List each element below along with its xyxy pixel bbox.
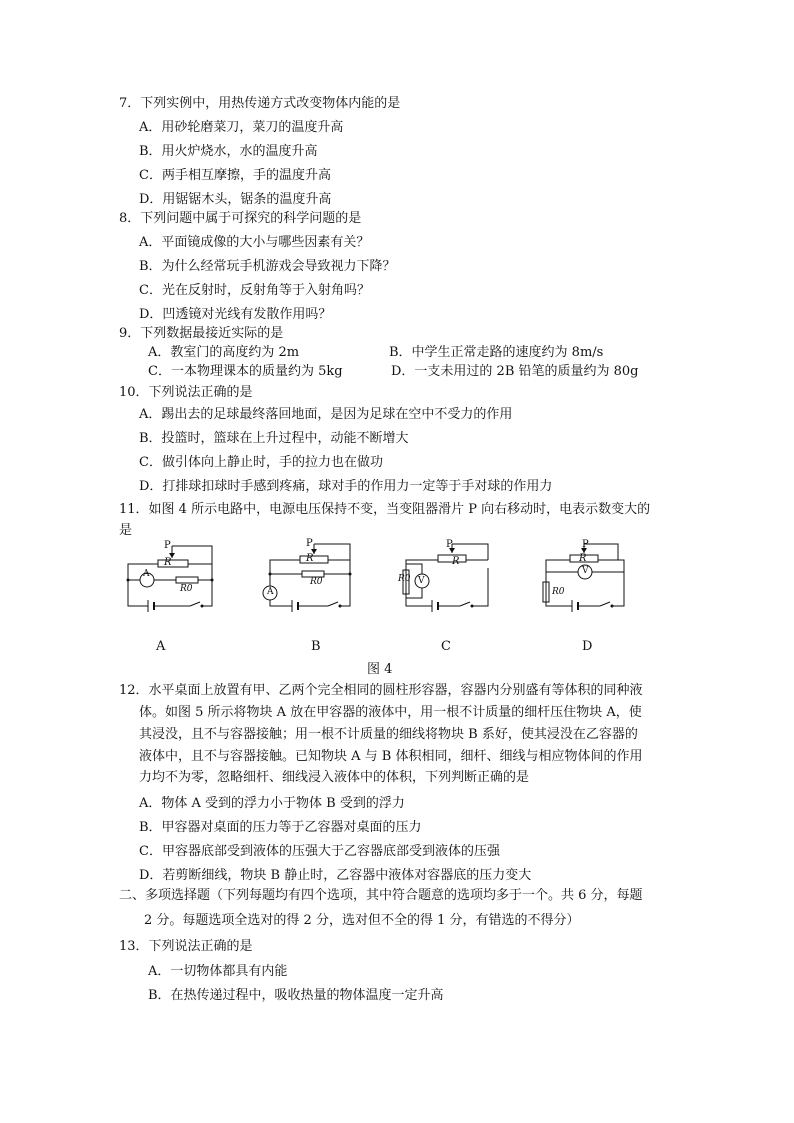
circuit-c-meter-label: V [418, 576, 425, 586]
q12-stem-line1: 12．水平桌面上放置有甲、乙两个完全相同的圆柱形容器，容器内分别盛有等体积的同种液 [119, 683, 643, 698]
q12-stem-line3: 其浸没，且不与容器接触；用一根不计质量的细线将物块 B 系好，使其浸没在乙容器的 [139, 727, 638, 742]
q12-option-a: A．物体 A 受到的浮力小于物体 B 受到的浮力 [139, 796, 405, 811]
section2-heading-line1: 二、多项选择题（下列每题均有四个选项，其中符合题意的选项均多于一个。共 6 分，每题 [119, 888, 643, 903]
circuit-a-r0-label: R0 [180, 584, 193, 594]
q9-option-c: C．一本物理课本的质量约为 5kg [148, 364, 343, 379]
circuit-c-p-label: P [446, 539, 453, 550]
q12-stem-line2: 体。如图 5 所示将物块 A 放在甲容器的液体中，用一根不计质量的细杆压住物块 A，使 [139, 705, 642, 720]
q7-option-a: A．用砂轮磨菜刀，菜刀的温度升高 [139, 120, 344, 135]
q13-stem: 13．下列说法正确的是 [119, 939, 253, 954]
q10-option-d: D．打排球扣球时手感到疼痛，球对手的作用力一定等于手对球的作用力 [139, 479, 553, 494]
circuit-b-r0-label: R0 [310, 577, 323, 587]
q12-option-d: D．若剪断细线，物块 B 静止时，乙容器中液体对容器底的压力变大 [139, 868, 532, 883]
q10-stem: 10．下列说法正确的是 [119, 385, 253, 400]
q10-option-c: C．做引体向上静止时，手的拉力也在做功 [139, 455, 383, 470]
q7-option-d: D．用锯锯木头，锯条的温度升高 [139, 192, 332, 207]
circuit-a-meter-label: A [143, 569, 150, 579]
circuit-d-meter-label: V [582, 566, 589, 576]
q9-stem: 9．下列数据最接近实际的是 [119, 326, 284, 341]
circuit-b-r-label: R [306, 553, 314, 564]
circuit-a-p-label: P [164, 540, 171, 551]
q11-stem-line1: 11．如图 4 所示电路中，电源电压保持不变，当变阻器滑片 P 向右移动时，电表示数变大的 [119, 502, 651, 517]
circuit-b-label: B [311, 639, 321, 654]
circuit-d-diagram [536, 538, 636, 618]
q7-option-c: C．两手相互摩擦，手的温度升高 [139, 168, 331, 183]
circuit-d-p-label: P [582, 539, 589, 550]
q8-option-d: D．凹透镜对光线有发散作用吗？ [139, 307, 332, 322]
q9-option-d: D．一支未用过的 2B 铅笔的质量约为 80g [391, 364, 639, 379]
q12-option-b: B．甲容器对桌面的压力等于乙容器对桌面的压力 [139, 820, 422, 835]
q8-option-c: C．光在反射时，反射角等于入射角吗？ [139, 283, 370, 298]
circuit-d-label: D [582, 639, 593, 654]
q11-stem-line2: 是 [119, 523, 133, 538]
circuit-d-r-label: R [579, 553, 587, 564]
q7-option-b: B．用火炉烧水，水的温度升高 [139, 144, 318, 159]
q10-option-a: A．踢出去的足球最终落回地面，是因为足球在空中不受力的作用 [139, 407, 513, 422]
circuit-b-meter-label: A [267, 587, 274, 597]
circuit-a-r-label: R [164, 557, 172, 568]
q10-option-b: B．投篮时，篮球在上升过程中，动能不断增大 [139, 431, 409, 446]
circuit-c-r-label: R [452, 556, 460, 567]
q12-stem-line4: 液体中，且不与容器接触。已知物块 A 与 B 体积相同，细杆、细线与相应物体间的作用 [139, 749, 643, 764]
q8-option-a: A．平面镜成像的大小与哪些因素有关？ [139, 235, 370, 250]
q13-option-b: B．在热传递过程中，吸收热量的物体温度一定升高 [148, 988, 444, 1003]
figure-4-caption: 图 4 [367, 662, 393, 677]
q8-stem: 8．下列问题中属于可探究的科学问题的是 [119, 211, 362, 226]
q13-option-a: A．一切物体都具有内能 [148, 964, 288, 979]
circuit-a-label: A [156, 639, 166, 654]
q9-option-a: A．教室门的高度约为 2m [148, 345, 300, 360]
q8-option-b: B．为什么经常玩手机游戏会导致视力下降？ [139, 259, 396, 274]
circuit-c-label: C [441, 639, 451, 654]
circuit-b-p-label: P [306, 538, 313, 549]
q9-option-b: B．中学生正常走路的速度约为 8m/s [389, 345, 604, 360]
q7-stem: 7．下列实例中，用热传递方式改变物体内能的是 [119, 96, 401, 111]
q12-option-c: C．甲容器底部受到液体的压强大于乙容器底部受到液体的压强 [139, 844, 500, 859]
circuit-c-r0-label: R0 [398, 574, 411, 584]
section2-heading-line2: 2 分。每题选项全选对的得 2 分，选对但不全的得 1 分，有错选的不得分） [144, 913, 580, 928]
circuit-c-diagram [398, 538, 498, 618]
q12-stem-line5: 力均不为零，忽略细杆、细线浸入液体中的体积，下列判断正确的是 [139, 770, 530, 785]
circuit-d-r0-label: R0 [552, 587, 565, 597]
